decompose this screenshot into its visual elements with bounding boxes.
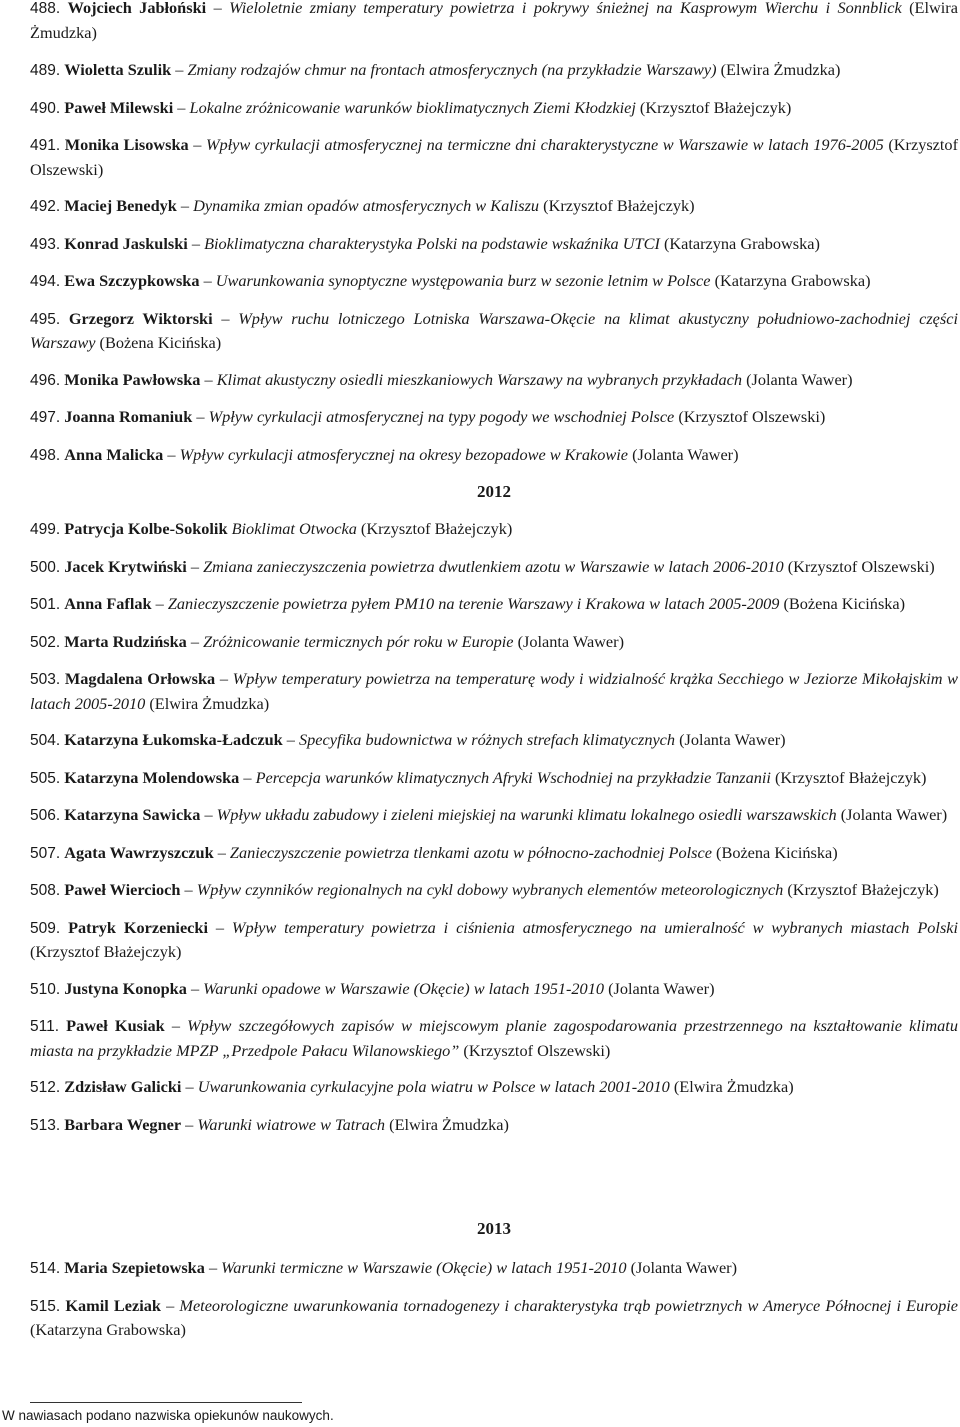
thesis-entry: 503. Magdalena Orłowska – Wpływ temperatury powietrza na temperaturę wody i widzialność krążka Secchiego w Jeziorze Mikołajskim w latach 2005-2010 (Elwira Żmudzka)	[30, 669, 959, 713]
thesis-entry: 499. Patrycja Kolbe-Sokolik Bioklimat Otwocka (Krzysztof Błażejczyk)	[30, 519, 513, 538]
thesis-entry: 492. Maciej Benedyk – Dynamika zmian opadów atmosferycznych w Kaliszu (Krzysztof Błażejczyk)	[30, 196, 695, 215]
entries-block-2011	[30, 0, 958, 467]
thesis-entry: 507. Agata Wawrzyszczuk – Zanieczyszczenie powietrza tlenkami azotu w północno-zachodniej Polsce (Bożena Kicińska)	[30, 842, 838, 862]
thesis-entry: 502. Marta Rudzińska – Zróżnicowanie termicznych pór roku w Europie (Jolanta Wawer)	[30, 631, 624, 651]
thesis-entry: 498. Anna Malicka – Wpływ cyrkulacji atmosferycznej na okresy bezopadowe w Krakowie (Jolanta Wawer)	[30, 444, 739, 464]
entries-block-2013	[30, 1256, 958, 1342]
thesis-entry: 494. Ewa Szczypkowska – Uwarunkowania synoptyczne występowania burz w sezonie letnim w Polsce (Katarzyna Grabowska)	[30, 271, 871, 290]
thesis-entry: 489. Wioletta Szulik – Zmiany rodzajów chmur na frontach atmosferycznych (na przykładzie Warszawy) (Elwira Żmudzka)	[30, 60, 841, 79]
thesis-entry: 493. Konrad Jaskulski – Bioklimatyczna charakterystyka Polski na podstawie wskaźnika UTCI (Katarzyna Grabowska)	[30, 233, 820, 253]
footnote-divider	[30, 1402, 302, 1403]
thesis-entry: 514. Maria Szepietowska – Warunki termiczne w Warszawie (Okęcie) w latach 1951-2010 (Jolanta Wawer)	[30, 1258, 738, 1277]
thesis-entry: 513. Barbara Wegner – Warunki wiatrowe w Tatrach (Elwira Żmudzka)	[30, 1114, 509, 1134]
thesis-entry: 497. Joanna Romaniuk – Wpływ cyrkulacji atmosferycznej na typy pogody we wschodniej Polsce (Krzysztof Olszewski)	[30, 407, 826, 426]
thesis-entry: 504. Katarzyna Łukomska-Ładczuk – Specyfika budownictwa w różnych strefach klimatycznych (Jolanta Wawer)	[30, 730, 786, 749]
thesis-entry: 496. Monika Pawłowska – Klimat akustyczny osiedli mieszkaniowych Warszawy na wybranych przykładach (Jolanta Wawer)	[30, 369, 853, 389]
year-heading-2013: 2013	[477, 1219, 511, 1238]
document-page	[2, 0, 959, 1427]
thesis-entry: 512. Zdzisław Galicki – Uwarunkowania cyrkulacyjne pola wiatru w Polsce w latach 2001-2010 (Elwira Żmudzka)	[30, 1077, 794, 1096]
thesis-entry: 508. Paweł Wiercioch – Wpływ czynników regionalnych na cykl dobowy wybranych elementów meteorologicznych (Krzysztof Błażejczyk)	[30, 880, 939, 899]
thesis-entry: 491. Monika Lisowska – Wpływ cyrkulacji atmosferycznej na termiczne dni charakterystyczne w Warszawie w latach 1976-2005 (Krzysztof Olszewski)	[30, 135, 958, 179]
thesis-entry: 515. Kamil Leziak – Meteorologiczne uwarunkowania tornadogenezy i charakterystyka trąb powietrznych w Ameryce Północnej i Europie (Katarzyna Grabowska)	[30, 1295, 959, 1339]
thesis-entry: 509. Patryk Korzeniecki – Wpływ temperatury powietrza i ciśnienia atmosferycznego na umieralność w wybranych miastach Polski (Krzysztof Błażejczyk)	[30, 917, 959, 961]
thesis-entry: 505. Katarzyna Molendowska – Percepcja warunków klimatycznych Afryki Wschodniej na przykładzie Tanzanii (Krzysztof Błażejczyk)	[30, 767, 927, 787]
thesis-entry: 490. Paweł Milewski – Lokalne zróżnicowanie warunków bioklimatycznych Ziemi Kłodzkiej (Krzysztof Błażejczyk)	[30, 97, 792, 117]
thesis-entry: 495. Grzegorz Wiktorski – Wpływ ruchu lotniczego Lotniska Warszawa-Okęcie na klimat akustyczny południowo-zachodniej części Warszawy (Bożena Kicińska)	[30, 308, 958, 352]
thesis-entry: 500. Jacek Krytwiński – Zmiana zanieczyszczenia powietrza dwutlenkiem azotu w Warszawie w latach 2006-2010 (Krzysztof Olszewski)	[30, 556, 935, 576]
thesis-entry: 511. Paweł Kusiak – Wpływ szczegółowych zapisów w miejscowym planie zagospodarowania przestrzennego na kształtowanie klimatu miasta na przykładzie MPZP „Przedpole Pałacu Wilanowskiego” (Krzysztof Olszewski)	[30, 1016, 958, 1060]
entries-block-2012	[30, 517, 958, 1137]
thesis-entry: 510. Justyna Konopka – Warunki opadowe w Warszawie (Okęcie) w latach 1951-2010 (Jolanta Wawer)	[30, 978, 715, 998]
thesis-entry: 488. Wojciech Jabłoński – Wieloletnie zmiany temperatury powietrza i pokrywy śnieżnej na Kasprowym Wierchu i Sonnblick (Elwira Żmudzka)	[30, 0, 958, 42]
footnote: W nawiasach podano nazwiska opiekunów naukowych.	[2, 1408, 334, 1423]
year-heading-2012: 2012	[477, 482, 511, 501]
thesis-entry: 506. Katarzyna Sawicka – Wpływ układu zabudowy i zieleni miejskiej na warunki klimatu lokalnego osiedli warszawskich (Jolanta Wawer)	[30, 805, 948, 824]
thesis-entry: 501. Anna Faflak – Zanieczyszczenie powietrza pyłem PM10 na terenie Warszawy i Krakowa w latach 2005-2009 (Bożena Kicińska)	[30, 594, 906, 613]
